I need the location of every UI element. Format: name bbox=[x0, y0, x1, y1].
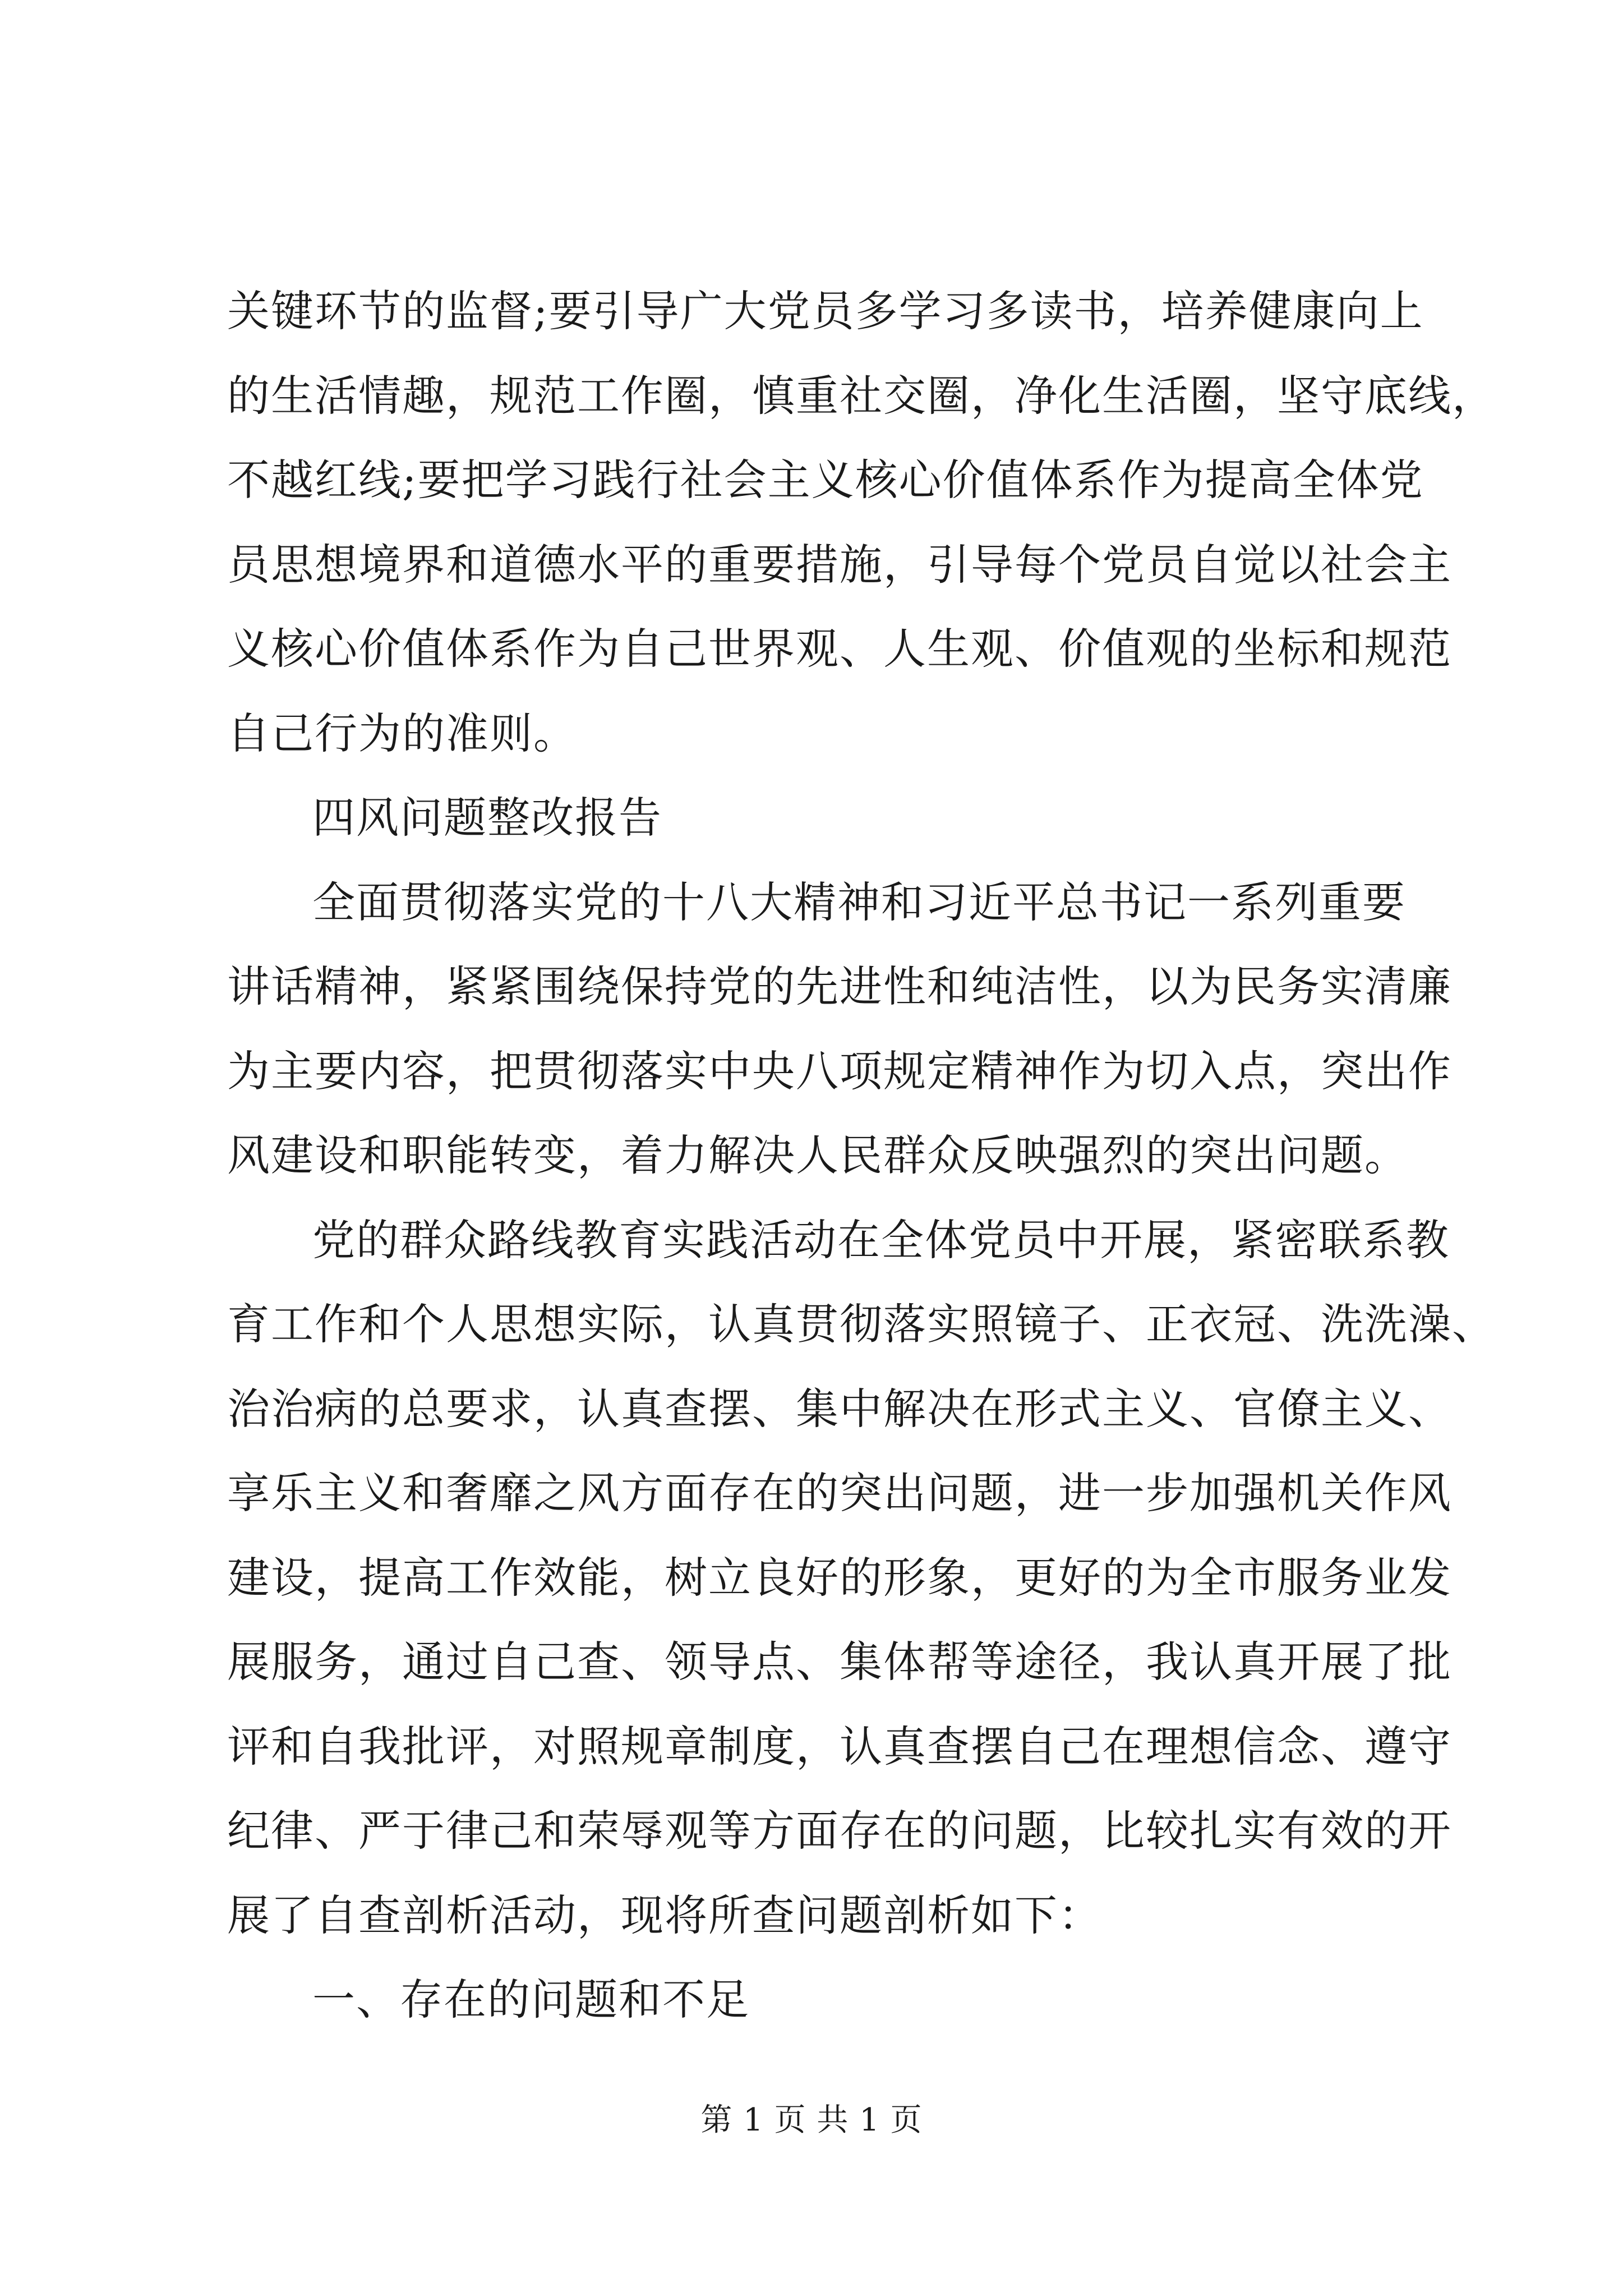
text-line: 纪律、严于律己和荣辱观等方面存在的问题，比较扎实有效的开 bbox=[227, 1806, 1452, 1856]
text-line: 的生活情趣，规范工作圈，慎重社交圈，净化生活圈，坚守底线， bbox=[227, 370, 1496, 421]
text-line: 建设，提高工作效能，树立良好的形象，更好的为全市服务业发 bbox=[227, 1552, 1452, 1603]
text-line: 展服务，通过自己查、领导点、集体帮等途径，我认真开展了批 bbox=[227, 1637, 1452, 1687]
text-line: 享乐主义和奢靡之风方面存在的突出问题，进一步加强机关作风 bbox=[227, 1468, 1452, 1518]
section-heading: 四风问题整改报告 bbox=[312, 793, 662, 843]
text-line: 义核心价值体系作为自己世界观、人生观、价值观的坐标和规范 bbox=[227, 624, 1452, 674]
text-line: 为主要内容，把贯彻落实中央八项规定精神作为切入点，突出作 bbox=[227, 1046, 1452, 1096]
text-line: 自己行为的准则。 bbox=[227, 708, 577, 758]
page-number-footer: 第 1 页 共 1 页 bbox=[700, 2102, 923, 2138]
text-line: 育工作和个人思想实际，认真贯彻落实照镜子、正衣冠、洗洗澡、 bbox=[227, 1299, 1496, 1349]
text-line: 员思想境界和道德水平的重要措施，引导每个党员自觉以社会主 bbox=[227, 539, 1452, 590]
text-line: 治治病的总要求，认真查摆、集中解决在形式主义、官僚主义、 bbox=[227, 1383, 1452, 1434]
text-line: 党的群众路线教育实践活动在全体党员中开展，紧密联系教 bbox=[312, 1214, 1450, 1265]
text-line: 全面贯彻落实党的十八大精神和习近平总书记一系列重要 bbox=[312, 877, 1406, 927]
text-line: 讲话精神，紧紧围绕保持党的先进性和纯洁性，以为民务实清廉 bbox=[227, 961, 1452, 1011]
text-line: 关键环节的监督;要引导广大党员多学习多读书，培养健康向上 bbox=[227, 286, 1424, 336]
document-body bbox=[227, 269, 1496, 2042]
section-heading: 一、存在的问题和不足 bbox=[312, 1975, 750, 2024]
text-line: 风建设和职能转变，着力解决人民群众反映强烈的突出问题。 bbox=[227, 1130, 1408, 1180]
text-line: 评和自我批评，对照规章制度，认真查摆自己在理想信念、遵守 bbox=[227, 1721, 1452, 1772]
text-line: 不越红线;要把学习践行社会主义核心价值体系作为提高全体党 bbox=[227, 455, 1424, 505]
text-line: 展了自查剖析活动，现将所查问题剖析如下： bbox=[227, 1890, 1102, 1940]
